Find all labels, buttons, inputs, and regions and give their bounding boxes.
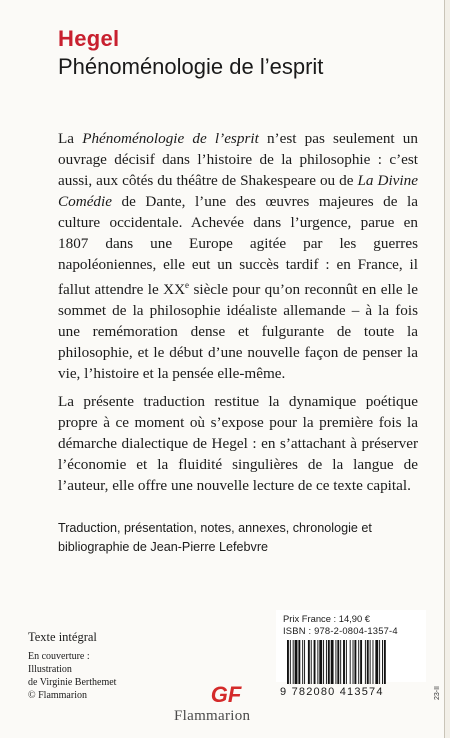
author-name: Hegel [58, 26, 120, 51]
texte-integral-label: Texte intégral [28, 630, 97, 644]
blurb-text: de Dante, l’une des œuvres majeures de la culture occidentale. Achevée dans l’urgence, parue en 1807 dans une Europe agitée par les guerres napoléoniennes, elle eut un succès tardif : en France, il fallut attendre le XX [58, 193, 418, 299]
blurb-paragraph-1 [58, 128, 418, 384]
barcode-digits: 9 782080 413574 [280, 686, 384, 698]
cover-illustration-credit [28, 650, 116, 702]
blurb-italic-title: Phénoménologie de l’esprit [82, 130, 259, 147]
barcode-icon [283, 640, 425, 688]
spine-code: 23-II [434, 685, 441, 700]
book-title: Phénoménologie de l’esprit [58, 54, 324, 79]
credit-line: En couverture : [28, 651, 90, 662]
translation-credits: Traduction, présentation, notes, annexes, chronologie et bibliographie de Jean-Pierre Lefebvre [58, 521, 372, 554]
blurb-paragraph-2: La présente traduction restitue la dynamique poétique propre à ce moment où s’expose pour la première fois la démarche dialectique de Hegel : en s’attachant à préserver l’économie et la fluidité singulières de la langue de l’auteur, elle offre une nouvelle lecture de ce texte capital. [58, 393, 418, 495]
credit-line: © Flammarion [28, 690, 87, 701]
blurb-text: siècle pour qu’on reconnût en elle le sommet de la philosophie idéaliste allemande – à la fois une remémoration dense et fulgurante de toute la philosophie, et le début d’une nouvelle façon de penser la vie, l’histoire et la pensée elle-même. [58, 281, 418, 383]
blurb-text: n’est pas seulement un ouvrage décisif dans l’histoire de la philosophie : c’est aussi, aux côtés du théâtre de Shakespeare ou de [58, 130, 418, 189]
blurb-text: La [58, 130, 83, 147]
gf-logo-text: GF [210, 682, 242, 706]
page-edge [444, 0, 450, 738]
credit-line: de Virginie Berthemet [28, 677, 117, 688]
century-superscript: e [185, 280, 190, 290]
credit-line: Illustration [28, 664, 72, 675]
gf-logo-icon [208, 682, 244, 706]
blurb-italic-reference: La Divine Comédie [58, 172, 418, 210]
isbn-label: ISBN : 978-2-0804-1357-4 [283, 625, 398, 636]
blurb [58, 128, 418, 496]
price-label: Prix France : 14,90 € [283, 613, 371, 624]
publisher-name: Flammarion [174, 708, 251, 724]
